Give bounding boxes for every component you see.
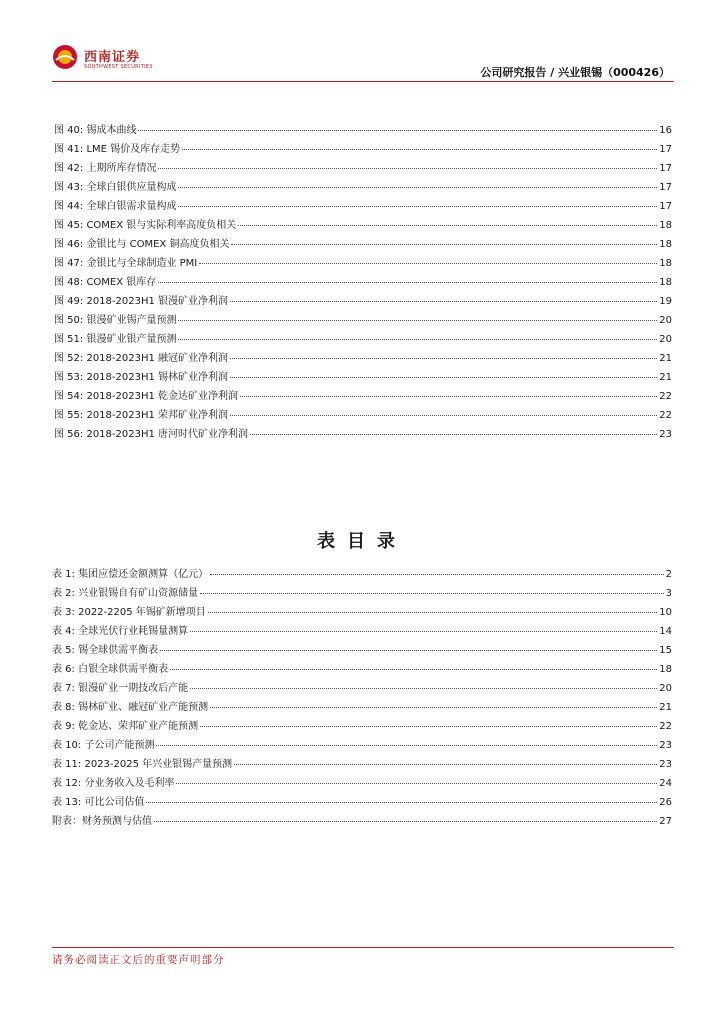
- toc-page: 22: [659, 391, 672, 402]
- toc-row[interactable]: [54, 216, 672, 235]
- toc-page: 22: [659, 410, 672, 421]
- toc-row[interactable]: [52, 679, 672, 698]
- page-header: [52, 40, 674, 82]
- toc-row[interactable]: [54, 121, 672, 140]
- toc-row[interactable]: [52, 774, 672, 793]
- toc-page: 18: [659, 239, 672, 250]
- brand-logo-icon: [52, 44, 78, 70]
- toc-page: 16: [659, 125, 672, 136]
- toc-label: 图 49: 2018-2023H1 银漫矿业净利润: [54, 296, 229, 307]
- toc-page: 21: [659, 702, 672, 713]
- toc-label: 图 42: 上期所库存情况: [54, 163, 157, 174]
- toc-page: 14: [659, 626, 672, 637]
- toc-page: 23: [659, 429, 672, 440]
- table-list: [52, 565, 672, 831]
- toc-leader: [158, 282, 657, 283]
- toc-leader: [156, 745, 657, 746]
- toc-page: 20: [659, 315, 672, 326]
- toc-leader: [230, 358, 657, 359]
- toc-page: 17: [659, 201, 672, 212]
- toc-label: 图 40: 锡成本曲线: [54, 125, 137, 136]
- toc-row[interactable]: [54, 159, 672, 178]
- toc-row[interactable]: [54, 273, 672, 292]
- toc-row[interactable]: [54, 387, 672, 406]
- toc-label: 图 52: 2018-2023H1 融冠矿业净利润: [54, 353, 229, 364]
- toc-leader: [238, 225, 657, 226]
- toc-leader: [178, 206, 657, 207]
- toc-leader: [138, 130, 657, 131]
- toc-leader: [199, 263, 657, 264]
- toc-row[interactable]: [54, 349, 672, 368]
- toc-page: 20: [659, 683, 672, 694]
- toc-label: 附表：财务预测与估值: [52, 816, 152, 827]
- toc-row[interactable]: [52, 812, 672, 831]
- toc-leader: [170, 669, 657, 670]
- toc-row[interactable]: [52, 736, 672, 755]
- footer-disclaimer: 请务必阅读正文后的重要声明部分: [52, 954, 225, 966]
- toc-page: 22: [659, 721, 672, 732]
- toc-page: 18: [659, 258, 672, 269]
- toc-label: 图 55: 2018-2023H1 荣邦矿业净利润: [54, 410, 229, 421]
- toc-label: 表 5: 锡全球供需平衡表: [52, 645, 159, 656]
- toc-row[interactable]: [52, 698, 672, 717]
- toc-label: 图 44: 全球白银需求量构成: [54, 201, 177, 212]
- toc-label: 图 53: 2018-2023H1 锡林矿业净利润: [54, 372, 229, 383]
- toc-row[interactable]: [54, 178, 672, 197]
- toc-leader: [234, 764, 657, 765]
- brand-name: 西南证券: [84, 50, 141, 65]
- toc-leader: [160, 650, 657, 651]
- toc-label: 图 54: 2018-2023H1 乾金达矿业净利润: [54, 391, 239, 402]
- toc-page: 15: [659, 645, 672, 656]
- toc-page: 20: [659, 334, 672, 345]
- brand-logo: [52, 44, 172, 80]
- toc-page: 17: [659, 144, 672, 155]
- toc-leader: [190, 631, 657, 632]
- toc-row[interactable]: [54, 311, 672, 330]
- toc-leader: [230, 377, 657, 378]
- toc-page: 26: [659, 797, 672, 808]
- report-title: 公司研究报告 / 兴业银锡（000426）: [480, 66, 670, 79]
- toc-label: 表 11: 2023-2025 年兴业银锡产量预测: [52, 759, 233, 770]
- toc-row[interactable]: [54, 368, 672, 387]
- toc-row[interactable]: [52, 584, 672, 603]
- toc-row[interactable]: [52, 603, 672, 622]
- toc-label: 表 3: 2022-2205 年锡矿新增项目: [52, 607, 206, 618]
- toc-page: 18: [659, 664, 672, 675]
- toc-row[interactable]: [54, 254, 672, 273]
- toc-label: 表 1: 集团应偿还金额测算（亿元）: [52, 569, 209, 580]
- toc-leader: [200, 726, 657, 727]
- toc-leader: [210, 707, 657, 708]
- brand-subtitle: SOUTHWEST SECURITIES: [84, 64, 153, 70]
- toc-leader: [208, 612, 657, 613]
- toc-row[interactable]: [52, 641, 672, 660]
- toc-page: 21: [659, 353, 672, 364]
- toc-leader: [158, 168, 657, 169]
- toc-label: 图 56: 2018-2023H1 唐河时代矿业净利润: [54, 429, 249, 440]
- toc-label: 图 46: 金银比与 COMEX 铜高度负相关: [54, 239, 230, 250]
- toc-leader: [178, 339, 657, 340]
- toc-row[interactable]: [52, 717, 672, 736]
- toc-leader: [146, 802, 657, 803]
- toc-label: 表 12: 分业务收入及毛利率: [52, 778, 175, 789]
- toc-page: 17: [659, 182, 672, 193]
- toc-label: 表 2: 兴业银锡自有矿山资源储量: [52, 588, 199, 599]
- toc-label: 图 43: 全球白银供应量构成: [54, 182, 177, 193]
- toc-page: 23: [659, 740, 672, 751]
- toc-row[interactable]: [52, 565, 672, 584]
- toc-label: 表 7: 银漫矿业一期技改后产能: [52, 683, 189, 694]
- toc-label: 表 4: 全球光伏行业耗锡量测算: [52, 626, 189, 637]
- toc-page: 21: [659, 372, 672, 383]
- toc-row[interactable]: [54, 425, 672, 444]
- toc-page: 18: [659, 220, 672, 231]
- toc-page: 23: [659, 759, 672, 770]
- toc-leader: [182, 149, 657, 150]
- toc-page: 18: [659, 277, 672, 288]
- tables-section-title: 表目录: [317, 531, 407, 552]
- toc-leader: [240, 396, 657, 397]
- toc-label: 表 10: 子公司产能预测: [52, 740, 155, 751]
- toc-leader: [210, 574, 664, 575]
- toc-page: 2: [665, 569, 672, 580]
- toc-label: 图 48: COMEX 银库存: [54, 277, 157, 288]
- toc-row[interactable]: [54, 406, 672, 425]
- toc-page: 10: [659, 607, 672, 618]
- toc-leader: [231, 244, 657, 245]
- toc-label: 图 47: 金银比与全球制造业 PMI: [54, 258, 198, 269]
- toc-row[interactable]: [54, 292, 672, 311]
- toc-page: 19: [659, 296, 672, 307]
- toc-label: 表 9: 乾金达、荣邦矿业产能预测: [52, 721, 199, 732]
- toc-leader: [200, 593, 664, 594]
- toc-row[interactable]: [52, 622, 672, 641]
- toc-row[interactable]: [52, 793, 672, 812]
- toc-row[interactable]: [52, 755, 672, 774]
- toc-page: 17: [659, 163, 672, 174]
- toc-page: 27: [659, 816, 672, 827]
- toc-leader: [190, 688, 657, 689]
- toc-page: 3: [665, 588, 672, 599]
- toc-label: 表 8: 锡林矿业、融冠矿业产能预测: [52, 702, 209, 713]
- toc-leader: [250, 434, 657, 435]
- toc-label: 表 13: 可比公司估值: [52, 797, 145, 808]
- toc-leader: [178, 320, 657, 321]
- toc-leader: [154, 821, 657, 822]
- footer-divider: [52, 947, 674, 948]
- toc-label: 图 51: 银漫矿业银产量预测: [54, 334, 177, 345]
- toc-label: 图 45: COMEX 银与实际利率高度负相关: [54, 220, 237, 231]
- toc-label: 图 50: 银漫矿业锡产量预测: [54, 315, 177, 326]
- toc-row[interactable]: [54, 140, 672, 159]
- toc-leader: [178, 187, 657, 188]
- header-divider: [52, 81, 674, 82]
- toc-row[interactable]: [54, 235, 672, 254]
- toc-row[interactable]: [54, 330, 672, 349]
- toc-leader: [230, 301, 657, 302]
- toc-label: 图 41: LME 锡价及库存走势: [54, 144, 181, 155]
- figure-list: [54, 121, 672, 444]
- toc-leader: [230, 415, 657, 416]
- toc-label: 表 6: 白银全球供需平衡表: [52, 664, 169, 675]
- toc-row[interactable]: [52, 660, 672, 679]
- toc-page: 24: [659, 778, 672, 789]
- toc-row[interactable]: [54, 197, 672, 216]
- toc-leader: [176, 783, 657, 784]
